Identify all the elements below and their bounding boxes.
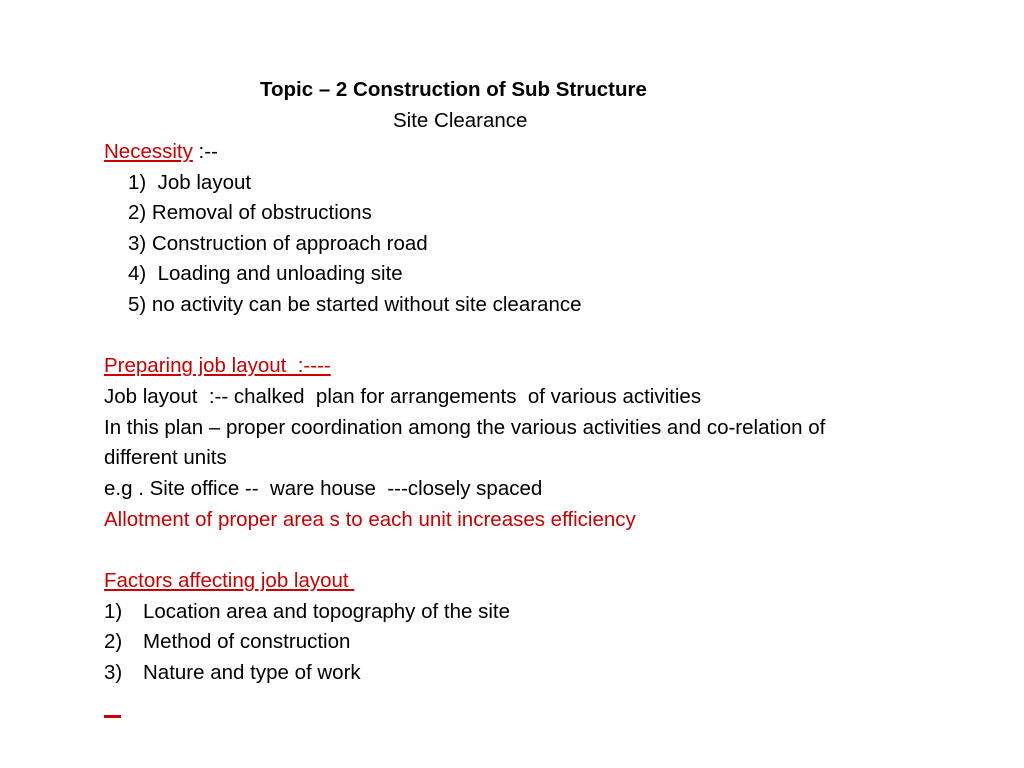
factors-item-number: 2): [104, 630, 123, 653]
job-layout-highlight: Allotment of proper area s to each unit increases efficiency: [104, 508, 636, 531]
factors-item: [104, 658, 361, 688]
necessity-heading: Necessity: [104, 140, 193, 163]
job-layout-line: In this plan – proper coordination among the various activities and co-relation of: [104, 416, 826, 439]
text-cursor-mark: [104, 715, 121, 718]
factors-item-text: Nature and type of work: [143, 661, 361, 684]
necessity-item: 1) Job layout: [128, 171, 252, 194]
job-layout-line: Job layout :-- chalked plan for arrangements of various activities: [104, 385, 702, 408]
necessity-item: 3) Construction of approach road: [128, 232, 428, 255]
job-layout-line: different units: [104, 446, 227, 469]
necessity-heading-line: [104, 137, 218, 167]
necessity-item: 5) no activity can be started without site clearance: [128, 293, 582, 316]
slide-title: Topic – 2 Construction of Sub Structure: [260, 78, 647, 101]
factors-item-number: 1): [104, 600, 123, 623]
factors-item: [104, 627, 350, 657]
necessity-item: 4) Loading and unloading site: [128, 262, 403, 285]
slide-subtitle: Site Clearance: [393, 109, 528, 132]
necessity-item: 2) Removal of obstructions: [128, 201, 372, 224]
factors-heading: Factors affecting job layout: [104, 569, 355, 592]
factors-item: [104, 597, 510, 627]
job-layout-line: e.g . Site office -- ware house ---closely spaced: [104, 477, 543, 500]
factors-item-text: Location area and topography of the site: [143, 600, 510, 623]
factors-item-number: 3): [104, 661, 123, 684]
factors-item-text: Method of construction: [143, 630, 351, 653]
necessity-suffix: :--: [192, 140, 218, 163]
job-layout-heading: Preparing job layout :----: [104, 354, 331, 377]
